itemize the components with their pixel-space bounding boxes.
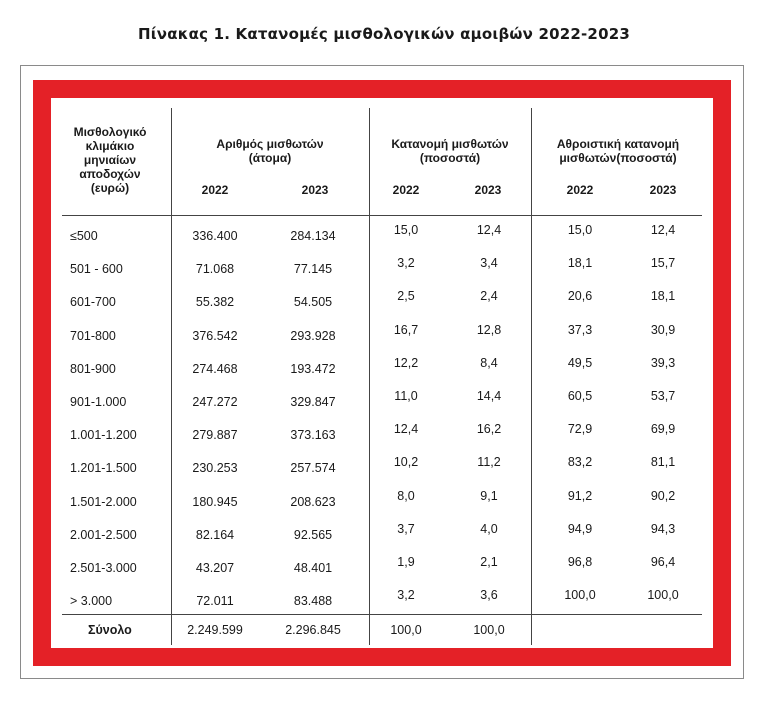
- cell-cum2022: 49,5: [567, 355, 593, 370]
- header-scale-line: Μισθολογικό: [73, 125, 147, 139]
- cell-cum2022: 96,8: [567, 555, 593, 569]
- header-distribution-line: Κατανομή μισθωτών: [391, 137, 509, 151]
- cell-cum2023: 39,3: [650, 355, 676, 370]
- cell-emp2022: 230.253: [192, 461, 238, 476]
- cell-emp2023: 257.574: [290, 461, 336, 476]
- cell-dist2023: 9,1: [480, 488, 498, 503]
- cell-cum2023: 81,1: [650, 455, 676, 470]
- total-dist-2022: 100,0: [390, 623, 422, 637]
- cell-cum2022: 18,1: [567, 256, 593, 271]
- cell-dist2023: 2,1: [480, 555, 498, 569]
- row-label: 601-700: [70, 295, 116, 310]
- row-label: 2.001-2.500: [70, 527, 137, 542]
- cell-emp2023: 293.928: [290, 328, 336, 343]
- cell-emp2023: 193.472: [290, 361, 336, 376]
- header-cumulative-line: Αθροιστική κατανομή: [556, 137, 680, 151]
- total-emp-2022: 2.249.599: [187, 623, 243, 637]
- cell-cum2022: 100,0: [564, 588, 596, 603]
- header-scale-line: (ευρώ): [90, 181, 130, 195]
- cell-cum2023: 12,4: [650, 223, 676, 237]
- total-emp-2023: 2.296.845: [285, 623, 341, 637]
- year-emp-2022: 2022: [201, 183, 229, 197]
- row-label: 801-900: [70, 361, 116, 376]
- cell-dist2023: 11,2: [477, 455, 501, 470]
- cell-dist2022: 3,2: [397, 256, 415, 271]
- cell-cum2023: 15,7: [650, 256, 676, 271]
- cell-dist2022: 8,0: [397, 488, 415, 503]
- cell-cum2022: 94,9: [567, 521, 593, 536]
- header-employees-line: (άτομα): [248, 151, 292, 165]
- cell-dist2022: 10,2: [393, 455, 419, 470]
- cell-cum2022: 20,6: [567, 289, 593, 304]
- cell-cum2022: 72,9: [567, 422, 593, 437]
- cell-dist2022: 1,9: [397, 555, 415, 569]
- header-rule: [62, 215, 702, 216]
- year-cum-2022: 2022: [566, 183, 594, 197]
- cell-cum2023: 18,1: [650, 289, 676, 304]
- cell-cum2023: 94,3: [650, 521, 676, 536]
- cell-dist2022: 12,2: [393, 355, 419, 370]
- row-label: 501 - 600: [70, 262, 123, 277]
- row-label: 1.501-2.000: [70, 494, 137, 509]
- header-employees: [172, 137, 368, 165]
- total-label: Σύνολο: [88, 623, 132, 637]
- cell-dist2022: 3,2: [397, 588, 415, 603]
- cell-dist2022: 3,7: [397, 521, 415, 536]
- cell-emp2022: 274.468: [192, 361, 238, 376]
- total-dist-2023: 100,0: [473, 623, 505, 637]
- cell-dist2023: 4,0: [480, 521, 498, 536]
- cell-dist2023: 2,4: [480, 289, 498, 304]
- cell-cum2023: 30,9: [650, 322, 676, 337]
- header-scale: [64, 125, 156, 195]
- cell-emp2023: 373.163: [290, 428, 336, 443]
- row-label: > 3.000: [70, 594, 113, 609]
- year-emp-2023: 2023: [301, 183, 329, 197]
- header-cumulative: [532, 137, 704, 165]
- year-dist-2023: 2023: [474, 183, 502, 197]
- row-label: 701-800: [70, 328, 116, 343]
- header-scale-line: αποδοχών: [79, 167, 141, 181]
- column-divider: [531, 108, 532, 645]
- cell-dist2022: 11,0: [394, 389, 418, 403]
- cell-cum2022: 91,2: [567, 488, 593, 503]
- column-divider: [171, 108, 172, 645]
- header-distribution-line: (ποσοστά): [419, 151, 481, 165]
- row-label: 901-1.000: [70, 395, 127, 409]
- total-rule: [62, 614, 702, 615]
- cell-dist2023: 16,2: [476, 422, 502, 437]
- cell-emp2022: 71.068: [195, 262, 235, 277]
- row-label: 1.201-1.500: [70, 461, 137, 476]
- cell-emp2022: 279.887: [192, 428, 238, 443]
- cell-emp2022: 376.542: [192, 328, 238, 343]
- cell-dist2023: 3,6: [480, 588, 498, 603]
- cell-emp2023: 77.145: [293, 262, 333, 277]
- cell-dist2023: 8,4: [480, 355, 498, 370]
- cell-dist2022: 15,0: [393, 223, 419, 237]
- header-employees-line: Αριθμός μισθωτών: [216, 137, 324, 151]
- year-cum-2023: 2023: [649, 183, 677, 197]
- cell-emp2022: 43.207: [195, 561, 235, 575]
- cell-emp2023: 48.401: [293, 561, 333, 575]
- page-title: Πίνακας 1. Κατανομές μισθολογικών αμοιβών 2022-2023: [138, 25, 630, 43]
- cell-emp2023: 92.565: [293, 527, 333, 542]
- cell-dist2023: 3,4: [480, 256, 498, 271]
- header-cumulative-line: μισθωτών(ποσοστά): [559, 151, 677, 165]
- cell-emp2023: 208.623: [290, 494, 336, 509]
- cell-emp2023: 54.505: [293, 295, 333, 310]
- header-scale-line: κλιμάκιο: [85, 139, 135, 153]
- cell-emp2022: 72.011: [196, 594, 234, 609]
- row-label: 2.501-3.000: [70, 561, 137, 575]
- cell-cum2023: 100,0: [647, 588, 679, 603]
- cell-cum2023: 53,7: [650, 389, 676, 403]
- cell-cum2023: 69,9: [650, 422, 676, 437]
- cell-cum2022: 83,2: [567, 455, 593, 470]
- cell-emp2023: 329.847: [290, 395, 336, 409]
- cell-cum2023: 96,4: [650, 555, 676, 569]
- cell-emp2022: 55.382: [195, 295, 235, 310]
- header-distribution: [370, 137, 530, 165]
- cell-dist2023: 14,4: [476, 389, 502, 403]
- row-label: 1.001-1.200: [70, 428, 137, 443]
- cell-cum2022: 37,3: [567, 322, 593, 337]
- cell-emp2023: 83.488: [293, 594, 333, 609]
- header-scale-line: μηνιαίων: [83, 153, 137, 167]
- year-dist-2022: 2022: [392, 183, 420, 197]
- cell-dist2022: 12,4: [393, 422, 419, 437]
- cell-cum2023: 90,2: [650, 488, 676, 503]
- cell-cum2022: 60,5: [567, 389, 593, 403]
- cell-emp2023: 284.134: [290, 229, 336, 243]
- cell-emp2022: 82.164: [195, 527, 235, 542]
- cell-dist2023: 12,8: [476, 322, 502, 337]
- cell-emp2022: 336.400: [192, 229, 238, 243]
- cell-dist2022: 2,5: [397, 289, 415, 304]
- cell-cum2022: 15,0: [567, 223, 593, 237]
- row-label: ≤500: [70, 229, 98, 243]
- cell-dist2023: 12,4: [476, 223, 502, 237]
- cell-dist2022: 16,7: [393, 322, 419, 337]
- cell-emp2022: 247.272: [192, 395, 238, 409]
- cell-emp2022: 180.945: [192, 494, 238, 509]
